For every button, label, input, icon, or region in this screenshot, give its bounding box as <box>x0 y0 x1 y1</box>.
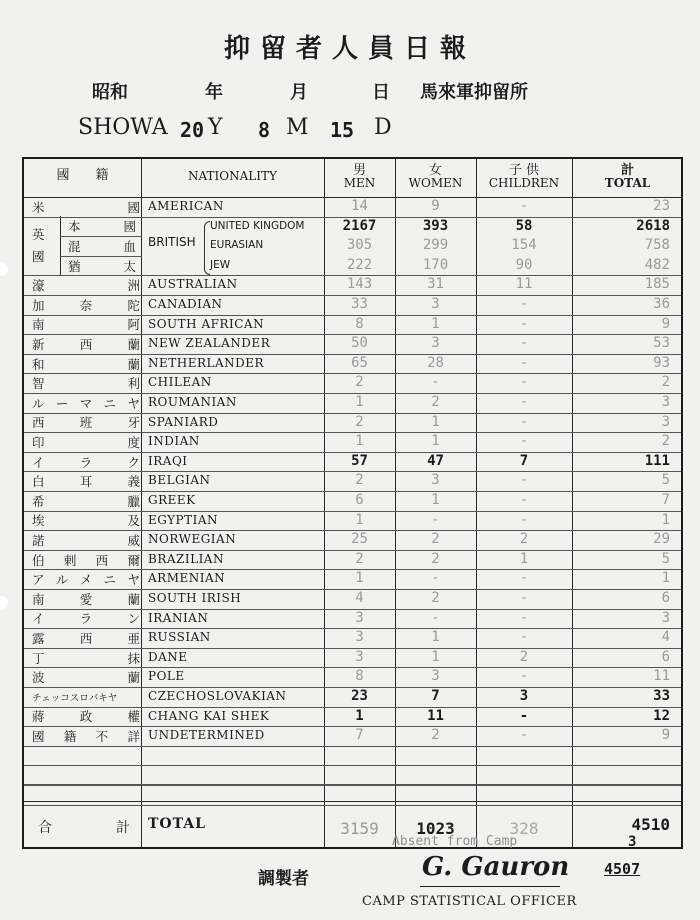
row-jp-char: 本 <box>68 219 81 235</box>
header-children-en: CHILDREN <box>488 176 560 190</box>
row-jp-char: メ <box>79 572 93 588</box>
total-count: 7 <box>661 492 670 508</box>
row-jp-char: ル <box>32 395 45 411</box>
row-nationality: BRAZILIAN <box>148 551 224 566</box>
month-label: 月 <box>290 82 308 103</box>
row-jp-char: 蘭 <box>127 591 140 607</box>
row-jp-label <box>32 471 140 491</box>
row-jp-char: 濠 <box>32 278 45 294</box>
day-unit: D <box>374 115 392 140</box>
row-jp-char: 臘 <box>127 493 140 509</box>
women-count: 1 <box>431 648 440 665</box>
blank-row-divider <box>24 765 681 766</box>
row-jp-char: ル <box>55 572 69 588</box>
men-count: 3 <box>355 609 364 626</box>
women-count: 9 <box>431 198 440 214</box>
row-jp-label <box>32 295 140 315</box>
women-count: 11 <box>427 707 444 724</box>
row-jp-char: ヤ <box>127 572 140 588</box>
children-count: 2 <box>519 648 529 665</box>
total-count: 3 <box>661 413 670 430</box>
row-jp-label <box>32 491 140 511</box>
women-count: 7 <box>431 688 440 704</box>
total-count: 185 <box>644 276 670 293</box>
header-women-en: WOMEN <box>408 176 463 190</box>
total-count: 2 <box>661 433 670 450</box>
men-count: 4 <box>355 590 364 606</box>
total-men: 3159 <box>340 819 379 838</box>
net-total: 4507 <box>604 860 641 878</box>
camp-name: 馬來軍抑留所 <box>420 82 528 103</box>
children-count: - <box>519 413 529 430</box>
women-count: 299 <box>422 237 449 254</box>
row-jp-label <box>68 217 136 237</box>
row-jp-char: 埃 <box>32 513 45 529</box>
row-jp-char: 及 <box>127 513 140 529</box>
women-count: 2 <box>431 531 440 548</box>
men-count: 1 <box>355 570 364 587</box>
row-jp-label <box>32 452 140 472</box>
row-jp-char: 西 <box>79 336 93 352</box>
row-jp-label <box>32 609 140 629</box>
row-nationality: NETHERLANDER <box>148 355 265 370</box>
row-nationality: CANADIAN <box>148 297 223 311</box>
total-count: 2618 <box>636 217 670 234</box>
total-all: 4510 <box>631 815 670 834</box>
punch-hole <box>0 262 8 276</box>
children-count: - <box>519 335 529 352</box>
day-label: 日 <box>372 82 390 103</box>
row-jp-char: 國 <box>127 199 140 215</box>
british-jp-char-2: 國 <box>32 249 45 264</box>
total-count: 3 <box>661 609 670 626</box>
children-count: - <box>519 609 529 626</box>
men-count: 57 <box>351 452 368 469</box>
total-count: 12 <box>653 707 670 724</box>
row-jp-char: 露 <box>32 630 45 646</box>
women-count: 170 <box>422 256 449 273</box>
absent-note: Absent from Camp <box>392 834 518 849</box>
row-jp-label <box>32 334 140 354</box>
row-nationality: CHILEAN <box>148 375 212 390</box>
row-jp-label <box>32 373 140 393</box>
children-count: - <box>519 727 529 744</box>
total-count: 4 <box>661 629 670 646</box>
women-count: 31 <box>427 276 444 293</box>
children-count: - <box>519 394 529 410</box>
total-count: 5 <box>661 550 670 567</box>
header-women-jp: 女 <box>428 163 442 178</box>
total-count: 1 <box>661 511 670 528</box>
row-jp-char: 牙 <box>127 415 140 431</box>
women-count: 3 <box>431 296 440 312</box>
men-count: 25 <box>351 531 368 548</box>
total-jp-char-1: 合 <box>38 820 52 836</box>
month-unit: M <box>286 115 309 140</box>
row-jp-char: 不 <box>95 728 109 744</box>
row-jp-label <box>32 707 140 727</box>
row-nationality: IRANIAN <box>148 610 209 625</box>
header-men <box>324 164 395 190</box>
children-count: - <box>519 492 529 508</box>
row-nationality: ROUMANIAN <box>148 395 237 409</box>
children-count: 90 <box>515 256 533 273</box>
row-jp-char: 陀 <box>127 297 140 313</box>
row-jp-char: ン <box>127 611 140 627</box>
children-count: - <box>519 472 529 489</box>
women-count: - <box>431 511 440 528</box>
children-count: 11 <box>515 276 533 293</box>
row-jp-char: ア <box>32 572 45 588</box>
children-count: - <box>519 433 529 450</box>
total-count: 6 <box>661 590 670 606</box>
row-jp-char: 蘭 <box>127 670 140 686</box>
header-women <box>395 164 476 190</box>
row-jp-char: 耳 <box>79 474 93 490</box>
men-count: 3 <box>355 648 364 665</box>
header-nationality-en: NATIONALITY <box>188 169 277 183</box>
year-value: 20 <box>180 118 205 142</box>
women-count: 2 <box>431 550 440 567</box>
women-count: 1 <box>431 433 440 450</box>
row-jp-label <box>32 550 140 570</box>
punch-hole <box>0 596 8 610</box>
row-jp-label <box>32 413 140 433</box>
row-jp-char: ラ <box>79 611 93 627</box>
row-jp-char: マ <box>79 395 93 411</box>
row-jp-label <box>32 511 140 531</box>
row-jp-char: 南 <box>32 317 45 333</box>
women-count: 1 <box>431 413 440 430</box>
row-jp-char: ニ <box>103 395 117 411</box>
row-jp-char: 籍 <box>63 728 77 744</box>
total-count: 6 <box>661 648 670 665</box>
total-count: 111 <box>644 452 670 469</box>
women-count: 47 <box>427 452 444 469</box>
month-value: 8 <box>258 118 271 142</box>
row-nationality: GREEK <box>148 493 196 507</box>
row-jp-char: イ <box>32 611 45 627</box>
row-jp-char: 智 <box>32 376 45 392</box>
row-jp-char: イ <box>32 454 45 470</box>
men-count: 1 <box>355 511 364 528</box>
row-jp-label <box>32 667 140 687</box>
row-divider <box>24 746 681 747</box>
women-count: 3 <box>431 472 440 489</box>
children-count: - <box>519 511 529 528</box>
row-jp-char: 血 <box>123 238 136 254</box>
men-count: 23 <box>351 688 368 704</box>
row-jp-char: 利 <box>127 376 140 392</box>
row-jp-char: 洲 <box>127 278 140 294</box>
row-jp-char: 阿 <box>127 317 140 333</box>
row-jp-char: 愛 <box>79 591 93 607</box>
row-jp-char: 權 <box>127 709 140 725</box>
row-jp-char: 猶 <box>68 258 81 274</box>
row-nationality: RUSSIAN <box>148 630 211 645</box>
row-jp-label <box>68 256 136 276</box>
row-jp-label <box>32 687 140 707</box>
row-jp-label <box>32 354 140 374</box>
children-count: - <box>519 354 529 371</box>
men-count: 14 <box>351 198 368 214</box>
total-children: 328 <box>509 819 539 838</box>
day-value: 15 <box>330 118 355 142</box>
row-jp-char: 奈 <box>79 297 93 313</box>
row-jp-char: 伯 <box>32 552 45 568</box>
row-jp-char: 太 <box>123 258 136 274</box>
row-nationality: NEW ZEALANDER <box>148 336 271 351</box>
women-count: - <box>431 609 440 626</box>
row-nationality: INDIAN <box>148 434 200 449</box>
children-count: - <box>519 570 529 587</box>
total-count: 3 <box>661 394 670 410</box>
row-nationality: EGYPTIAN <box>148 512 219 527</box>
row-nationality: CHANG KAI SHEK <box>148 708 270 723</box>
row-jp-char: 丁 <box>32 650 45 666</box>
men-count: 33 <box>351 296 368 312</box>
children-count: - <box>519 707 529 724</box>
row-jp-char: 混 <box>68 238 81 254</box>
header-total <box>572 164 683 190</box>
total-count: 482 <box>644 256 670 273</box>
row-nationality: POLE <box>148 669 185 684</box>
men-count: 65 <box>351 354 368 371</box>
women-count: 28 <box>427 354 444 371</box>
row-nationality: JEW <box>210 258 231 271</box>
total-count: 9 <box>661 315 670 332</box>
row-nationality: SPANIARD <box>148 414 219 429</box>
row-jp-char: 西 <box>79 630 93 646</box>
row-jp-label <box>32 275 140 295</box>
era-label: 昭和 <box>92 82 128 103</box>
row-jp-char: ク <box>127 454 140 470</box>
row-jp-char: 度 <box>127 434 140 450</box>
showa-label: SHOWA <box>78 115 168 140</box>
blank-row-divider <box>24 805 681 806</box>
children-count: - <box>519 198 529 214</box>
row-jp-char: 爾 <box>127 552 140 568</box>
row-jp-char: ー <box>55 395 69 411</box>
children-count: 7 <box>519 452 529 469</box>
row-nationality: NORWEGIAN <box>148 532 237 547</box>
absent-count: 3 <box>628 834 637 850</box>
header-children <box>476 164 572 190</box>
british-en-label: BRITISH <box>148 235 196 249</box>
row-jp-char: 印 <box>32 434 45 450</box>
women-count: 393 <box>422 217 449 234</box>
row-jp-char: 蘭 <box>127 356 140 372</box>
row-nationality: CZECHOSLOVAKIAN <box>148 689 287 703</box>
row-jp-char: 義 <box>127 474 140 490</box>
row-jp-char: 白 <box>32 474 45 490</box>
row-jp-char: 剌 <box>63 552 77 568</box>
men-count: 2 <box>355 413 364 430</box>
row-jp-label <box>32 315 140 335</box>
total-jp-char-2: 計 <box>116 820 130 836</box>
officer-signature: G. Gauron <box>422 852 570 882</box>
women-count: 2 <box>431 394 440 410</box>
total-women: 1023 <box>416 819 455 838</box>
men-count: 7 <box>355 727 364 744</box>
women-count: 1 <box>431 629 440 646</box>
row-jp-char: ヤ <box>127 395 140 411</box>
header-nationality-jp: 國 籍 <box>56 168 109 183</box>
total-count: 2 <box>661 374 670 391</box>
children-count: - <box>519 374 529 391</box>
row-nationality: SOUTH AFRICAN <box>148 316 265 331</box>
row-nationality: AUSTRALIAN <box>148 277 238 292</box>
men-count: 222 <box>346 256 373 273</box>
men-count: 50 <box>351 335 368 352</box>
row-jp-char: 抹 <box>127 650 140 666</box>
row-jp-label <box>32 569 140 589</box>
total-count: 33 <box>653 688 670 704</box>
children-count: - <box>519 629 529 646</box>
total-count: 9 <box>661 727 670 744</box>
row-nationality: SOUTH IRISH <box>148 591 242 605</box>
total-en-label: TOTAL <box>148 816 206 832</box>
row-jp-char: 波 <box>32 670 45 686</box>
row-jp-label <box>32 432 140 452</box>
row-jp-char: ニ <box>103 572 117 588</box>
children-count: - <box>519 590 529 606</box>
row-jp-char: 國 <box>123 219 136 235</box>
row-jp-label <box>32 648 140 668</box>
row-jp-char: 西 <box>95 552 109 568</box>
total-count: 93 <box>653 354 670 371</box>
total-count: 758 <box>644 237 670 254</box>
officer-title: CAMP STATISTICAL OFFICER <box>362 894 577 909</box>
row-jp-char: 新 <box>32 336 45 352</box>
header-men-en: MEN <box>343 176 376 190</box>
total-count: 36 <box>653 296 670 312</box>
children-count: 1 <box>519 550 529 567</box>
men-count: 1 <box>355 707 364 724</box>
row-jp-char: 詳 <box>127 728 140 744</box>
header-children-jp: 子 供 <box>508 163 540 178</box>
men-count: 1 <box>355 394 364 410</box>
row-jp-char: 國 <box>32 728 45 744</box>
children-count: 2 <box>519 531 529 548</box>
total-count: 5 <box>661 472 670 489</box>
row-nationality: DANE <box>148 649 188 664</box>
children-count: 58 <box>515 217 533 234</box>
row-jp-label <box>32 530 140 550</box>
men-count: 6 <box>355 492 364 508</box>
row-jp-char: 政 <box>79 709 93 725</box>
men-count: 8 <box>355 315 364 332</box>
row-jp-label <box>32 628 140 648</box>
signature-underline <box>420 886 560 887</box>
men-count: 2 <box>355 550 364 567</box>
prepared-by-label: 調製者 <box>258 869 309 889</box>
row-nationality: IRAQI <box>148 453 188 468</box>
header-total-jp: 計 <box>620 163 634 178</box>
row-jp-label <box>32 726 140 746</box>
women-count: 1 <box>431 492 440 508</box>
men-count: 1 <box>355 433 364 450</box>
row-jp-label <box>68 236 136 256</box>
children-count: - <box>519 668 529 685</box>
men-count: 2 <box>355 472 364 489</box>
row-nationality: BELGIAN <box>148 473 211 488</box>
women-count: - <box>431 570 440 587</box>
row-jp-char: 諾 <box>32 532 45 548</box>
row-jp-char: 威 <box>127 532 140 548</box>
header-men-jp: 男 <box>352 163 366 178</box>
total-count: 53 <box>653 335 670 352</box>
children-count: 154 <box>511 237 537 254</box>
women-count: 2 <box>431 727 440 744</box>
row-nationality: EURASIAN <box>210 239 264 252</box>
row-jp-char: 希 <box>32 493 45 509</box>
row-jp-char: 西 <box>32 415 45 431</box>
row-nationality: ARMENIAN <box>148 571 226 586</box>
women-count: 3 <box>431 335 440 352</box>
row-jp-char: 班 <box>79 415 93 431</box>
women-count: 3 <box>431 668 440 685</box>
internee-table <box>22 157 683 849</box>
report-title: 抑留者人員日報 <box>223 34 476 64</box>
women-count: 1 <box>431 315 440 332</box>
children-count: 3 <box>519 688 529 704</box>
children-count: - <box>519 296 529 312</box>
men-count: 143 <box>346 276 373 293</box>
row-jp-label <box>32 197 140 217</box>
row-jp-char: 蘭 <box>127 336 140 352</box>
children-count: - <box>519 315 529 332</box>
year-unit: Y <box>208 115 223 140</box>
british-jp-char-1: 英 <box>32 227 45 242</box>
row-jp-char: 和 <box>32 356 45 372</box>
row-jp-char: チェッコスロバキヤ <box>32 692 118 704</box>
men-count: 3 <box>355 629 364 646</box>
header-total-en: TOTAL <box>604 176 651 190</box>
men-count: 2167 <box>342 217 377 234</box>
year-label: 年 <box>205 82 223 103</box>
men-count: 2 <box>355 374 364 391</box>
row-jp-label <box>32 393 140 413</box>
total-count: 11 <box>653 668 670 685</box>
row-jp-label <box>32 589 140 609</box>
women-count: - <box>431 374 440 391</box>
row-nationality: AMERICAN <box>148 199 224 213</box>
row-jp-char: 亜 <box>127 630 140 646</box>
row-jp-char: 南 <box>32 591 45 607</box>
men-count: 8 <box>355 668 364 685</box>
row-nationality: UNITED KINGDOM <box>210 219 305 232</box>
women-count: 2 <box>431 590 440 606</box>
total-count: 29 <box>653 531 670 548</box>
row-jp-char: ラ <box>79 454 93 470</box>
total-jp-label <box>38 817 130 837</box>
men-count: 305 <box>346 237 373 254</box>
row-nationality: UNDETERMINED <box>148 728 265 743</box>
total-count: 23 <box>653 198 670 214</box>
row-jp-char: 蔣 <box>32 709 45 725</box>
row-jp-char: 米 <box>32 199 45 215</box>
total-count: 1 <box>661 570 670 587</box>
row-jp-char: 加 <box>32 297 45 313</box>
blank-row-divider <box>24 785 681 786</box>
